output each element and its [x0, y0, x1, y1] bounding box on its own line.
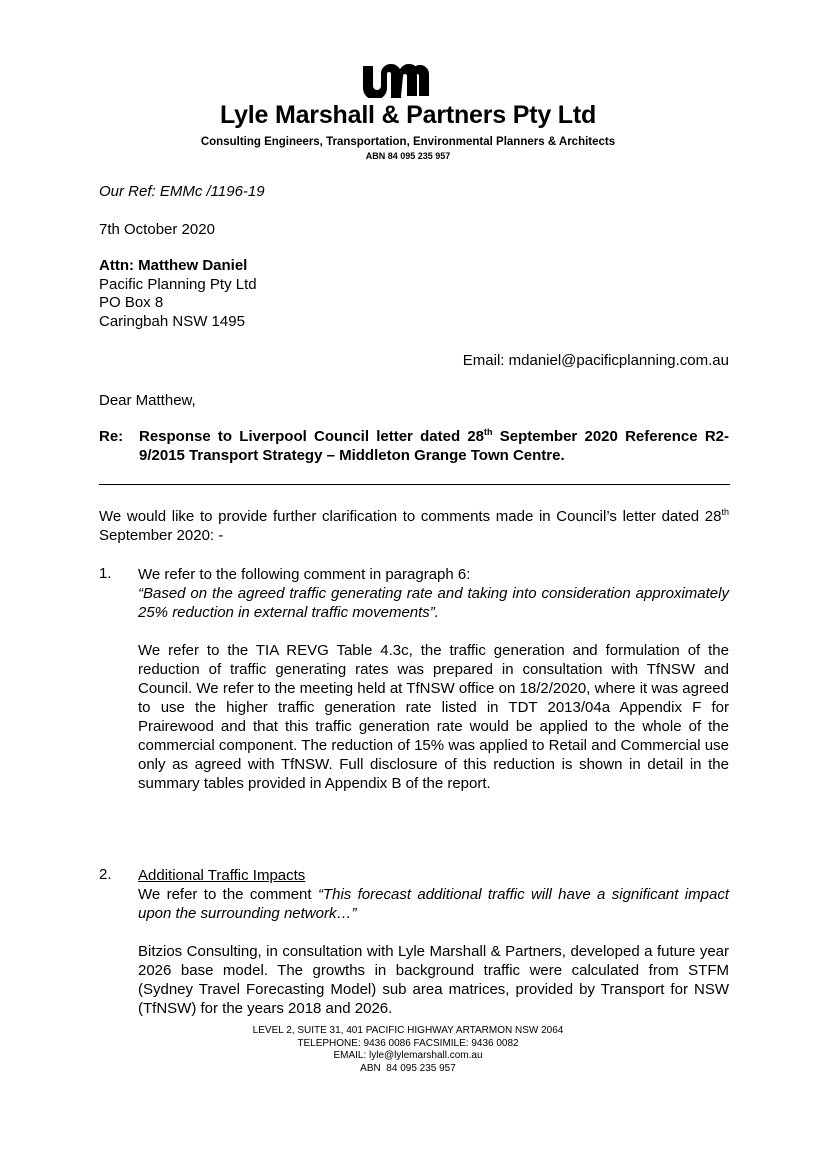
item-1	[138, 565, 729, 622]
subject-line	[99, 427, 729, 465]
letter-footer	[0, 1025, 816, 1075]
footer-abn: ABN 84 095 235 957	[360, 1062, 456, 1074]
footer-address: LEVEL 2, SUITE 31, 401 PACIFIC HIGHWAY ARTARMON NSW 2064	[252, 1025, 564, 1036]
item-number: 2.	[99, 866, 112, 883]
item-lead: We refer to the following comment in paragraph 6:	[138, 566, 471, 583]
letter-date: 7th October 2020	[99, 221, 215, 238]
item-number: 1.	[99, 565, 112, 582]
company-abn: ABN 84 095 235 957	[365, 151, 451, 161]
company-logo	[361, 62, 433, 98]
company-tagline: Consulting Engineers, Transportation, Environmental Planners & Architects	[200, 136, 616, 148]
company-name: Lyle Marshall & Partners Pty Ltd	[219, 101, 597, 129]
item-lead: We refer to the comment	[138, 886, 318, 903]
subject-text-b: September 2020 Reference R2-9/2015 Transport Strategy – Middleton Grange Town Centre.	[139, 428, 729, 464]
item-quote: “This forecast additional traffic will have a significant impact upon the surrounding network…”	[138, 886, 729, 922]
recipient-email: Email: mdaniel@pacificplanning.com.au	[462, 352, 729, 369]
intro-text-b: September 2020: -	[99, 527, 224, 544]
footer-email: EMAIL: lyle@lylemarshall.com.au	[333, 1050, 483, 1061]
intro-text-a: We would like to provide further clarification to comments made in Council’s letter dated 28	[99, 508, 722, 525]
item-1-paragraph: We refer to the TIA REVG Table 4.3c, the traffic generation and formulation of the reduction of traffic generating rates was prepared in consultation with TfNSW and Council. We refer to the meeting held at TfNSW office on 18/2/2020, where it was agreed to use the higher traffic generation rate listed in TDT 2013/04a Appendix F for Prairewood and that this traffic generation rate would be applied to the whole of the commercial component. The reduction of 15% was applied to Retail and Commercial use only as agreed with TfNSW. Full disclosure of this reduction is shown in detail in the summary tables provided in Appendix B of the report.	[138, 642, 729, 792]
item-2	[138, 866, 729, 923]
recipient-address	[99, 257, 729, 331]
intro-paragraph	[99, 507, 729, 545]
item-heading: Additional Traffic Impacts	[138, 867, 306, 884]
intro-sup: th	[721, 507, 729, 517]
subject-label: Re:	[99, 428, 124, 445]
item-quote: “Based on the agreed traffic generating rate and taking into consideration approximately 25% reduction in external traffic movements”.	[138, 585, 729, 621]
recipient-po-box: PO Box 8	[99, 294, 164, 311]
footer-phone: TELEPHONE: 9436 0086 FACSIMILE: 9436 0082	[297, 1037, 519, 1049]
recipient-company: Pacific Planning Pty Ltd	[99, 275, 257, 293]
recipient-attn: Attn: Matthew Daniel	[99, 257, 248, 274]
our-reference: Our Ref: EMMc /1196-19	[99, 183, 265, 200]
recipient-suburb: Caringbah NSW 1495	[99, 312, 245, 330]
subject-text-a: Response to Liverpool Council letter dated 28	[139, 428, 485, 445]
subject-sup: th	[484, 427, 493, 437]
item-2-paragraph: Bitzios Consulting, in consultation with Lyle Marshall & Partners, developed a future year 2026 base model. The growths in background traffic were calculated from STFM (Sydney Travel Forecasting Model) sub area matrices, provided by Transport for NSW (TfNSW) for the years 2018 and 2026.	[138, 943, 729, 1017]
salutation: Dear Matthew,	[99, 392, 196, 409]
subject-divider	[99, 484, 730, 485]
